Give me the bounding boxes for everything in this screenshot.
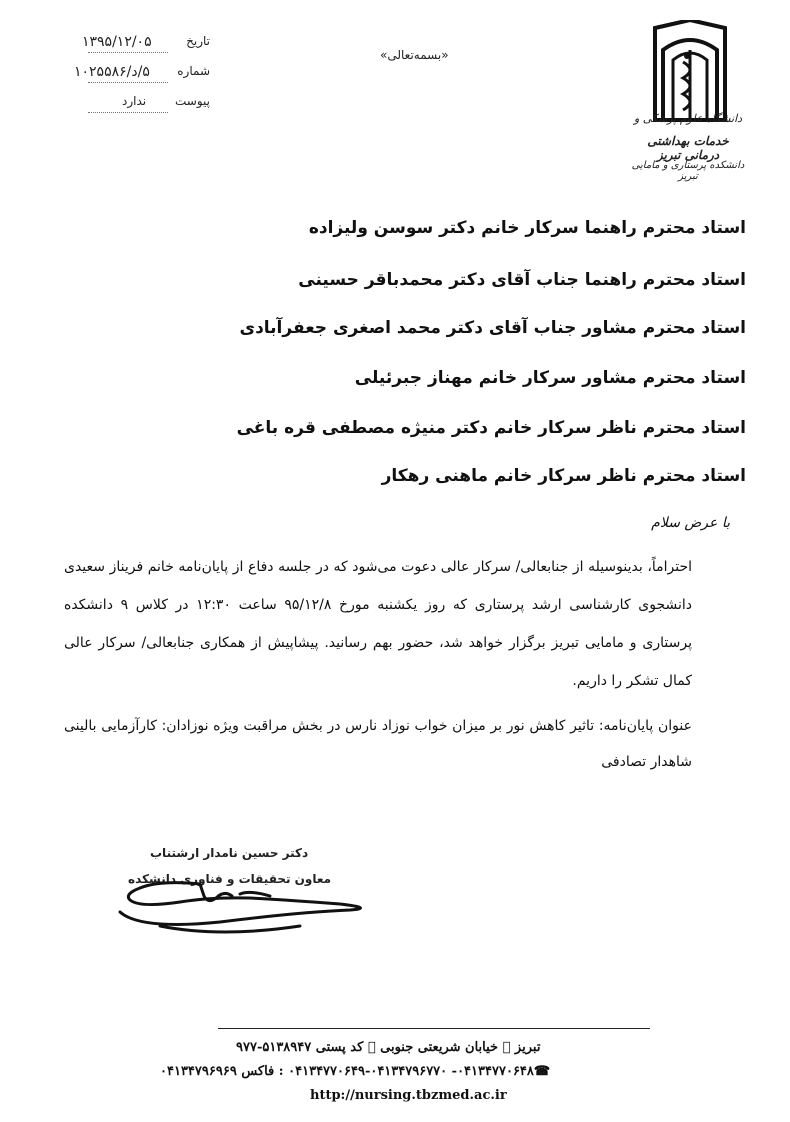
footer-url[interactable]: http://nursing.tbzmed.ac.ir xyxy=(310,1088,507,1103)
number-value: ۵/د/۱۰۲۵۵۸۶ xyxy=(74,64,150,80)
footer-divider xyxy=(218,1028,650,1029)
attachment-label: پیوست xyxy=(175,94,210,108)
attachment-row xyxy=(60,94,210,116)
logo-caption-line3: دانشکده پرستاری و مامایی تبریز xyxy=(631,160,745,182)
invitation-paragraph: احتراماً، بدینوسیله از جنابعالی/ سرکار عالی دعوت می‌شود که در جلسه دفاع از پایان‌نامه خانم فریناز سعیدی دانشجوی کارشناسی ارشد پرستاری که روز یکشنبه مورخ ۹۵/۱۲/۸ ساعت ۱۲:۳۰ در کلاس ۹ دانشکده پرستاری و مامایی تبریز برگزار خواهد شد، حضور بهم رسانید. پیشاپیش از همکاری جنابعالی/ سرکار عالی کمال تشکر را داریم. xyxy=(64,559,692,689)
recipient-5: استاد محترم ناظر سرکار خانم دکتر منیژه مصطفی قره باغی xyxy=(236,418,746,438)
dotted-line xyxy=(88,82,168,83)
dotted-line xyxy=(88,112,168,113)
signer-name: دکتر حسین نامدار ارشتناب xyxy=(150,846,309,860)
attachment-value: ندارد xyxy=(122,94,147,108)
date-row xyxy=(60,34,210,56)
dotted-line xyxy=(88,52,168,53)
greeting: با عرض سلام xyxy=(651,515,730,531)
recipient-1: استاد محترم راهنما سرکار خانم دکتر سوسن ولیزاده xyxy=(308,218,746,238)
logo-caption-line1: دانشگاه علوم پزشکی و xyxy=(633,112,743,125)
number-row xyxy=(60,64,210,86)
recipient-6: استاد محترم ناظر سرکار خانم ماهنی رهکار xyxy=(381,466,746,486)
date-label: تاریخ xyxy=(186,34,210,48)
footer-phones: ☎۰۴۱۳۴۷۷۰۶۴۸- ۰۴۱۳۴۷۷۰۶۴۹-۰۴۱۳۴۷۹۶۷۷۰ : فاکس ۰۴۱۳۴۷۹۶۹۶۹ xyxy=(160,1064,551,1079)
number-label: شماره xyxy=(177,64,210,78)
handwritten-signature xyxy=(100,860,390,950)
thesis-title: عنوان پایان‌نامه: تاثیر کاهش نور بر میزان خواب نوزاد نارس در بخش مراقبت ویژه نوزادان: کارآزمایی بالینی شاهدار تصادفی xyxy=(64,718,692,770)
recipient-3: استاد محترم مشاور جناب آقای دکتر محمد اصغری جعفرآبادی xyxy=(239,318,746,338)
date-value: ۱۳۹۵/۱۲/۰۵ xyxy=(82,34,152,50)
recipient-4: استاد محترم مشاور سرکار خانم مهناز جبرئیلی xyxy=(354,368,746,388)
logo-caption-line2: خدمات بهداشتی درمانی تبریز xyxy=(647,134,729,162)
signer-title: معاون تحقیقات و فناوری دانشکده xyxy=(128,872,332,886)
recipient-2: استاد محترم راهنما جناب آقای دکتر محمدباقر حسینی xyxy=(298,270,746,290)
footer-address: تبریز ⃞ خیابان شریعتی جنوبی ⃞ کد پستی ۵۱۳۸۹۴۷-۹۷۷ xyxy=(236,1040,541,1055)
bismillah-heading: «بسمه‌تعالی» xyxy=(380,48,449,62)
